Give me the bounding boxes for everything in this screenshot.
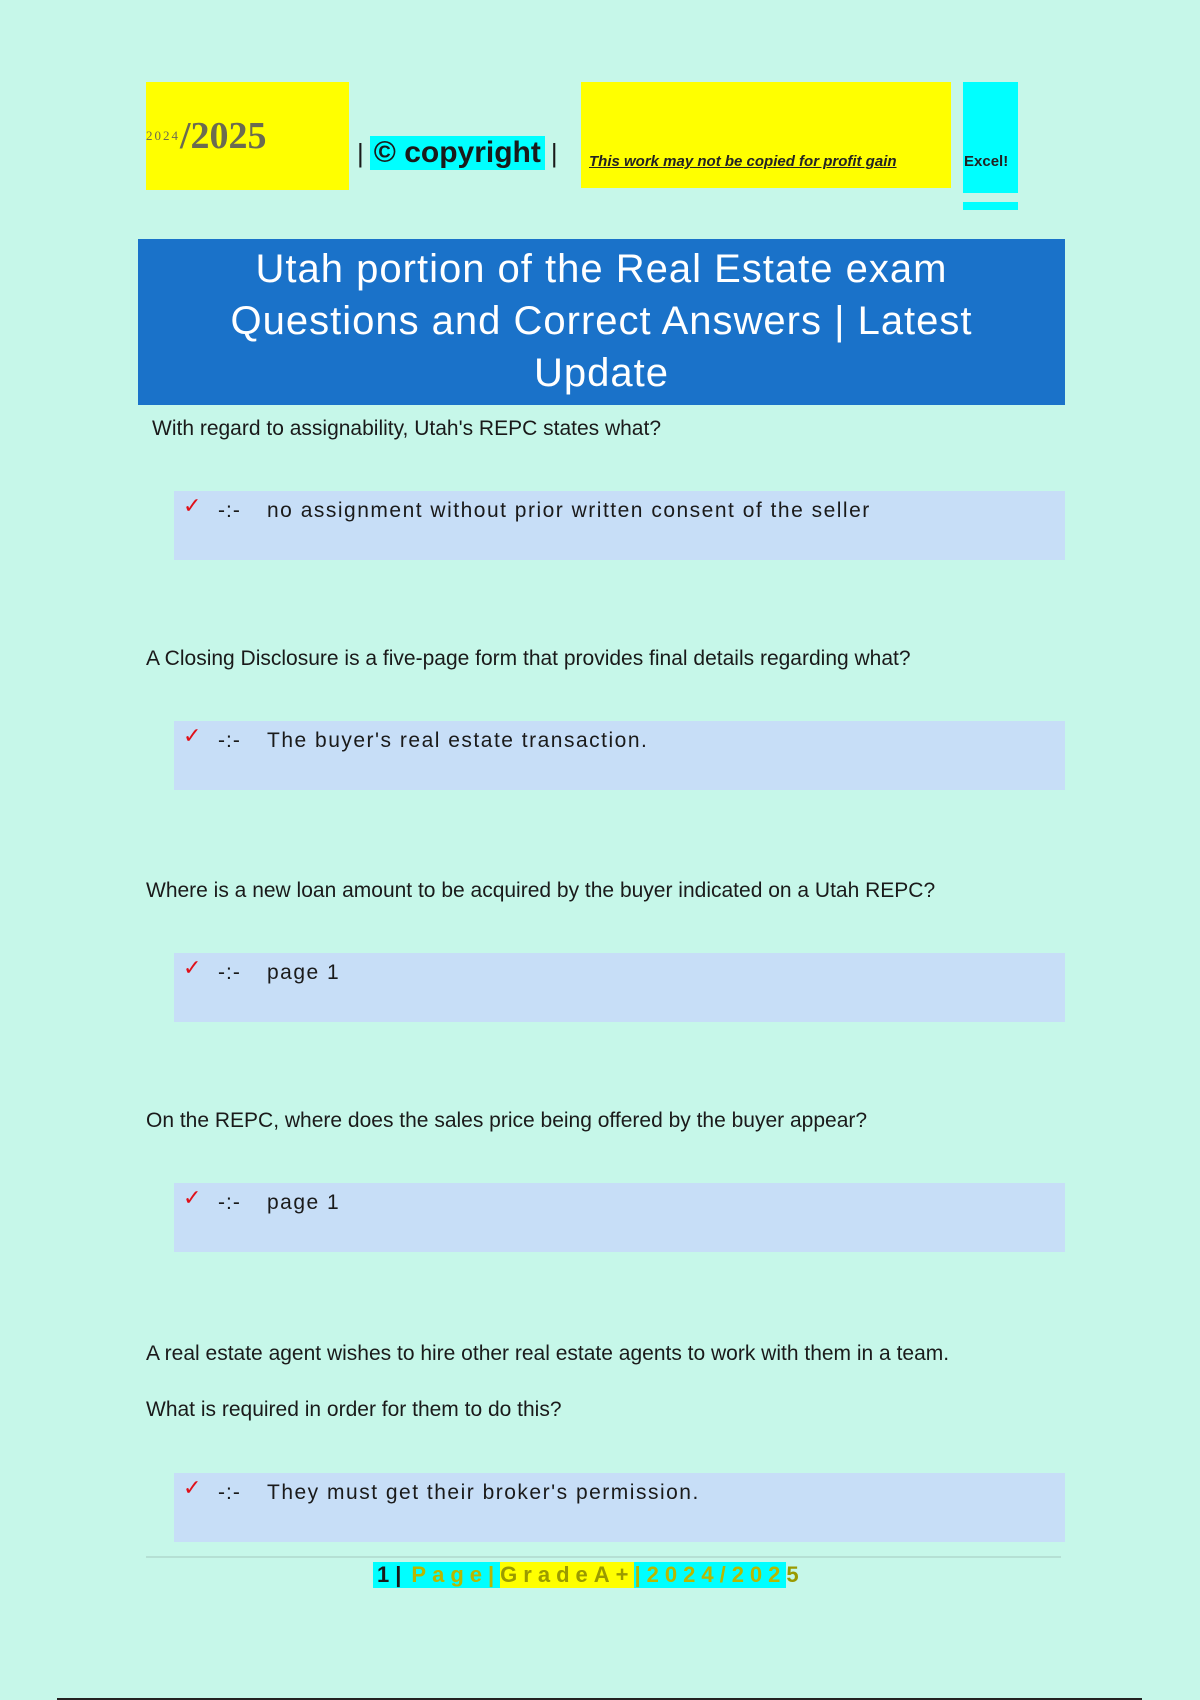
year-small: 2024: [146, 128, 180, 143]
answer-box-4: [174, 1183, 1065, 1252]
title-line-1: Utah portion of the Real Estate exam: [255, 247, 948, 291]
copy-notice-box: [581, 82, 951, 188]
answer-3: page 1: [267, 961, 341, 984]
copyright-left-bar: |: [357, 137, 364, 168]
footer-page-number: [373, 1562, 411, 1588]
question-4: On the REPC, where does the sales price being offered by the buyer appear?: [146, 1109, 868, 1132]
answer-box-1: [174, 491, 1065, 560]
question-3: Where is a new loan amount to be acquired by the buyer indicated on a Utah REPC?: [146, 879, 936, 902]
answer-prefix: -:-: [218, 1191, 241, 1214]
copy-notice-text: This work may not be copied for profit gain: [589, 153, 897, 170]
footer-grade: GradeA+: [500, 1562, 635, 1587]
excel-text: Excel!: [964, 153, 1009, 170]
footer-year-end: 5: [786, 1562, 805, 1587]
footer-page-label: Page: [411, 1562, 488, 1587]
footer-sep: |: [634, 1562, 647, 1587]
check-icon: ✓: [183, 956, 202, 981]
check-icon: ✓: [183, 1186, 202, 1211]
answer-prefix: -:-: [218, 729, 241, 752]
question-5-line-1: A real estate agent wishes to hire other real estate agents to work with them in a team.: [146, 1342, 950, 1365]
check-icon: ✓: [183, 494, 202, 519]
copyright-text: © copyright: [370, 136, 545, 170]
title-line-3: Update: [534, 351, 669, 395]
answer-prefix: -:-: [218, 1481, 241, 1504]
copyright-label: [357, 132, 558, 174]
answer-prefix: -:-: [218, 499, 241, 522]
answer-box-3: [174, 953, 1065, 1022]
excel-badge: [963, 82, 1018, 193]
question-2: A Closing Disclosure is a five-page form that provides final details regarding what?: [146, 647, 911, 670]
answer-4: page 1: [267, 1191, 341, 1214]
excel-underline: [963, 202, 1018, 210]
answer-box-5: [174, 1473, 1065, 1542]
title-line-2: Questions and Correct Answers | Latest: [230, 299, 973, 343]
answer-box-2: [174, 721, 1065, 790]
year-big: /2025: [180, 115, 267, 157]
page-footer: [373, 1560, 805, 1590]
answer-5: They must get their broker's permission.: [267, 1481, 700, 1504]
footer-divider: [146, 1556, 1061, 1558]
year-badge: [146, 82, 349, 190]
document-title: [138, 239, 1065, 405]
answer-1: no assignment without prior written consent of the seller: [267, 499, 871, 522]
footer-sep: |: [395, 1562, 408, 1587]
answer-prefix: -:-: [218, 961, 241, 984]
page-number: 1: [377, 1562, 396, 1587]
footer-year: 2024/202: [646, 1562, 787, 1587]
question-1: With regard to assignability, Utah's REPC states what?: [152, 417, 662, 440]
answer-2: The buyer's real estate transaction.: [267, 729, 649, 752]
check-icon: ✓: [183, 1476, 202, 1501]
check-icon: ✓: [183, 724, 202, 749]
question-5-line-2: What is required in order for them to do this?: [146, 1398, 562, 1421]
footer-sep: |: [488, 1562, 501, 1587]
copyright-right-bar: |: [550, 137, 558, 168]
